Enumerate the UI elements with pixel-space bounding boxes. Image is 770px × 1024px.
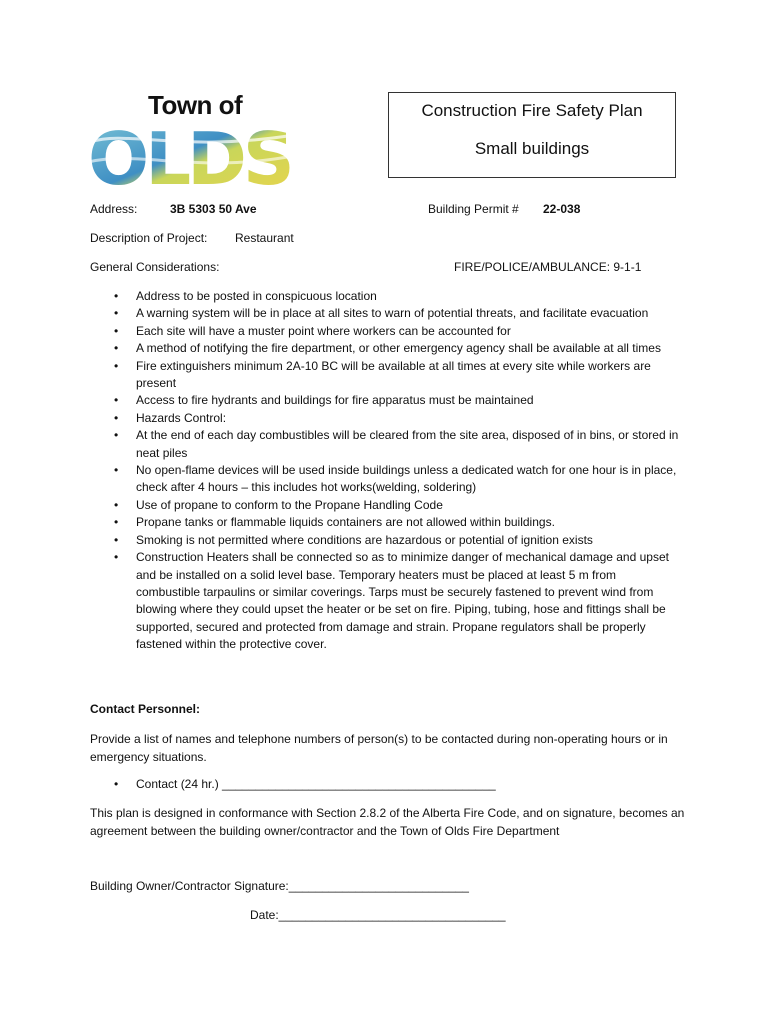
list-item: • Address to be posted in conspicuous location bbox=[112, 288, 682, 305]
date-field[interactable]: Date:__________________________________ bbox=[250, 908, 506, 922]
list-item: • At the end of each day combustibles will be cleared from the site area, disposed of in bins, or stored in neat piles bbox=[112, 427, 682, 462]
conformance-text: This plan is designed in conformance with Section 2.8.2 of the Alberta Fire Code, and on signature, becomes an agreement between the building owner/contractor and the Town of Olds Fire Department bbox=[90, 806, 685, 838]
contact-24hr-field[interactable]: Contact (24 hr.) _________________________________________ bbox=[136, 777, 496, 791]
emergency-number: FIRE/POLICE/AMBULANCE: 9-1-1 bbox=[454, 260, 642, 274]
list-item: • A method of notifying the fire department, or other emergency agency shall be available at all times bbox=[112, 340, 682, 357]
permit-label: Building Permit # bbox=[428, 202, 519, 216]
olds-wordmark bbox=[88, 122, 293, 190]
list-item: • Use of propane to conform to the Propane Handling Code bbox=[112, 497, 682, 514]
logo-top-text: Town of bbox=[148, 90, 243, 120]
list-item: • Hazards Control: bbox=[112, 410, 682, 427]
signature-field[interactable]: Building Owner/Contractor Signature:___________________________ bbox=[90, 879, 469, 893]
list-item: • Fire extinguishers minimum 2A-10 BC will be available at all times at every site while workers are present bbox=[112, 358, 682, 393]
contact-bullet: • bbox=[114, 777, 119, 791]
document-subtitle: Small buildings bbox=[474, 139, 590, 158]
list-item: • Smoking is not permitted where conditions are hazardous or potential of ignition exists bbox=[112, 532, 682, 549]
list-item: • A warning system will be in place at all sites to warn of potential threats, and facilitate evacuation bbox=[112, 305, 682, 322]
list-item: • No open-flame devices will be used inside buildings unless a dedicated watch for one hour is in place, check after 4 hours – this includes hot works(welding, soldering) bbox=[112, 462, 682, 497]
document-title: Construction Fire Safety Plan bbox=[421, 101, 643, 120]
contact-instructions: Provide a list of names and telephone numbers of person(s) to be contacted during non-operating hours or in emergency situations. bbox=[90, 732, 668, 764]
list-item: • Access to fire hydrants and buildings for fire apparatus must be maintained bbox=[112, 392, 682, 409]
address-value: 3B 5303 50 Ave bbox=[170, 202, 257, 216]
list-item: • Each site will have a muster point where workers can be accounted for bbox=[112, 323, 682, 340]
list-item: • Construction Heaters shall be connected so as to minimize danger of mechanical damage and upset and be installed on a solid level base. Temporary heaters must be placed at least 5 m from combustible tarpaulins or similar coverings. Tarps must be securely fastened to prevent wind from blowing where they could upset the heater or be set on fire. Piping, tubing, hose and fittings shall be supported, secured and protected from damage and strain. Propane regulators shall be properly fastened within the protective cover. bbox=[112, 549, 682, 653]
town-of-olds-logo bbox=[88, 90, 293, 196]
general-label: General Considerations: bbox=[90, 260, 220, 274]
permit-value: 22-038 bbox=[543, 202, 581, 216]
project-value: Restaurant bbox=[235, 231, 294, 245]
logo-word: OLDS bbox=[88, 122, 291, 190]
contact-heading: Contact Personnel: bbox=[90, 702, 201, 716]
title-box bbox=[388, 92, 676, 178]
list-item: • Propane tanks or flammable liquids containers are not allowed within buildings. bbox=[112, 514, 682, 531]
address-label: Address: bbox=[90, 202, 138, 216]
considerations-list bbox=[112, 288, 682, 654]
project-label: Description of Project: bbox=[90, 231, 208, 245]
